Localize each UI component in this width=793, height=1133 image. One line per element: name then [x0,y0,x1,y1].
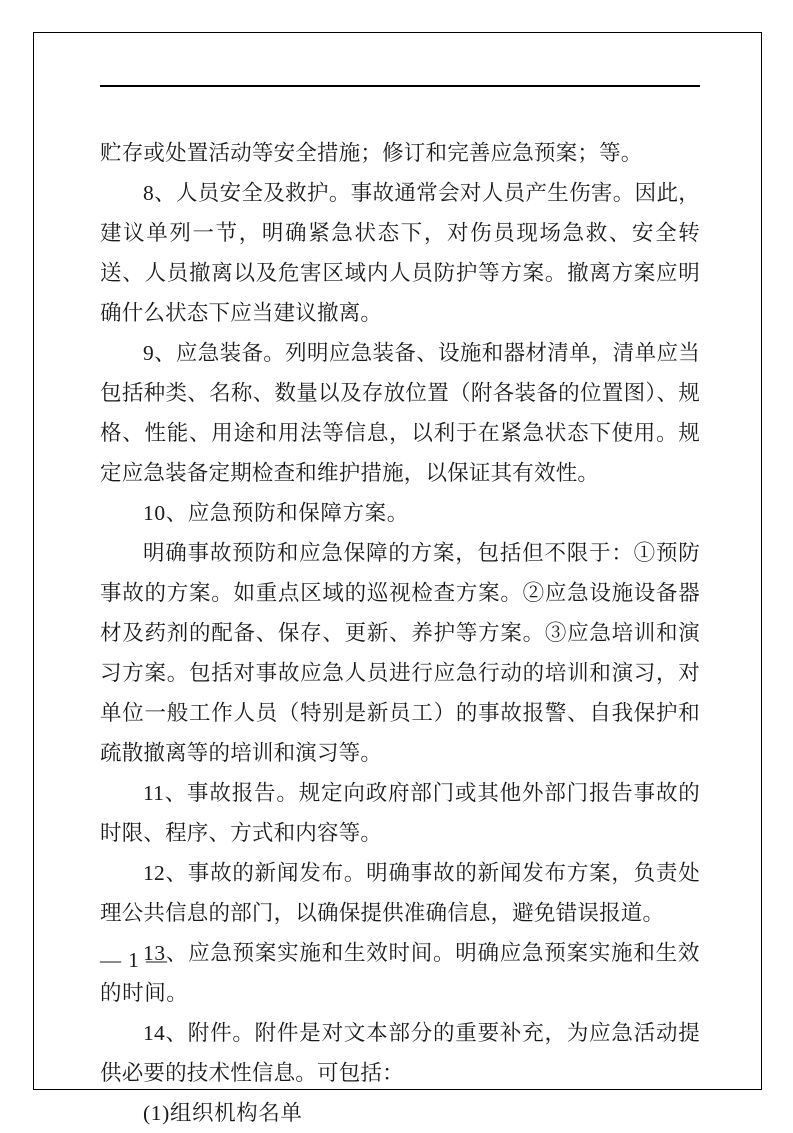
paragraph-item-13: 13、应急预案实施和生效时间。明确应急预案实施和生效的时间。 [100,941,700,1005]
paragraph-item-9: 9、应急装备。列明应急装备、设施和器材清单，清单应当包括种类、名称、数量以及存放位置（附各装备的位置图）、规格、性能、用途和用法等信息，以利于在紧急状态下使用。规定应急装备定期检查和维护措施，以保证其有效性。 [100,341,700,485]
paragraph-item-10-title: 10、应急预防和保障方案。 [143,501,409,525]
paragraph-continuation: 贮存或处置活动等安全措施；修订和完善应急预案；等。 [100,141,643,165]
header-rule-divider [100,85,700,87]
page-number: — 1 — [100,948,168,972]
document-body [100,133,700,1133]
paragraph-appendix-item-1: (1)组织机构名单 [143,1101,303,1125]
paragraph-item-11: 11、事故报告。规定向政府部门或其他外部门报告事故的时限、程序、方式和内容等。 [100,781,700,845]
paragraph-item-10-body: 明确事故预防和应急保障的方案，包括但不限于：①预防事故的方案。如重点区域的巡视检查方案。②应急设施设备器材及药剂的配备、保存、更新、养护等方案。③应急培训和演习方案。包括对事故应急人员进行应急行动的培训和演习，对单位一般工作人员（特别是新员工）的事故报警、自我保护和疏散撤离等的培训和演习等。 [100,541,700,765]
paragraph-item-8: 8、人员安全及救护。事故通常会对人员产生伤害。因此，建议单列一节，明确紧急状态下，对伤员现场急救、安全转送、人员撤离以及危害区域内人员防护等方案。撤离方案应明确什么状态下应当建议撤离。 [100,181,700,325]
paragraph-item-14: 14、附件。附件是对文本部分的重要补充，为应急活动提供必要的技术性信息。可包括： [100,1021,700,1085]
paragraph-item-12: 12、事故的新闻发布。明确事故的新闻发布方案，负责处理公共信息的部门，以确保提供准确信息，避免错误报道。 [100,861,700,925]
